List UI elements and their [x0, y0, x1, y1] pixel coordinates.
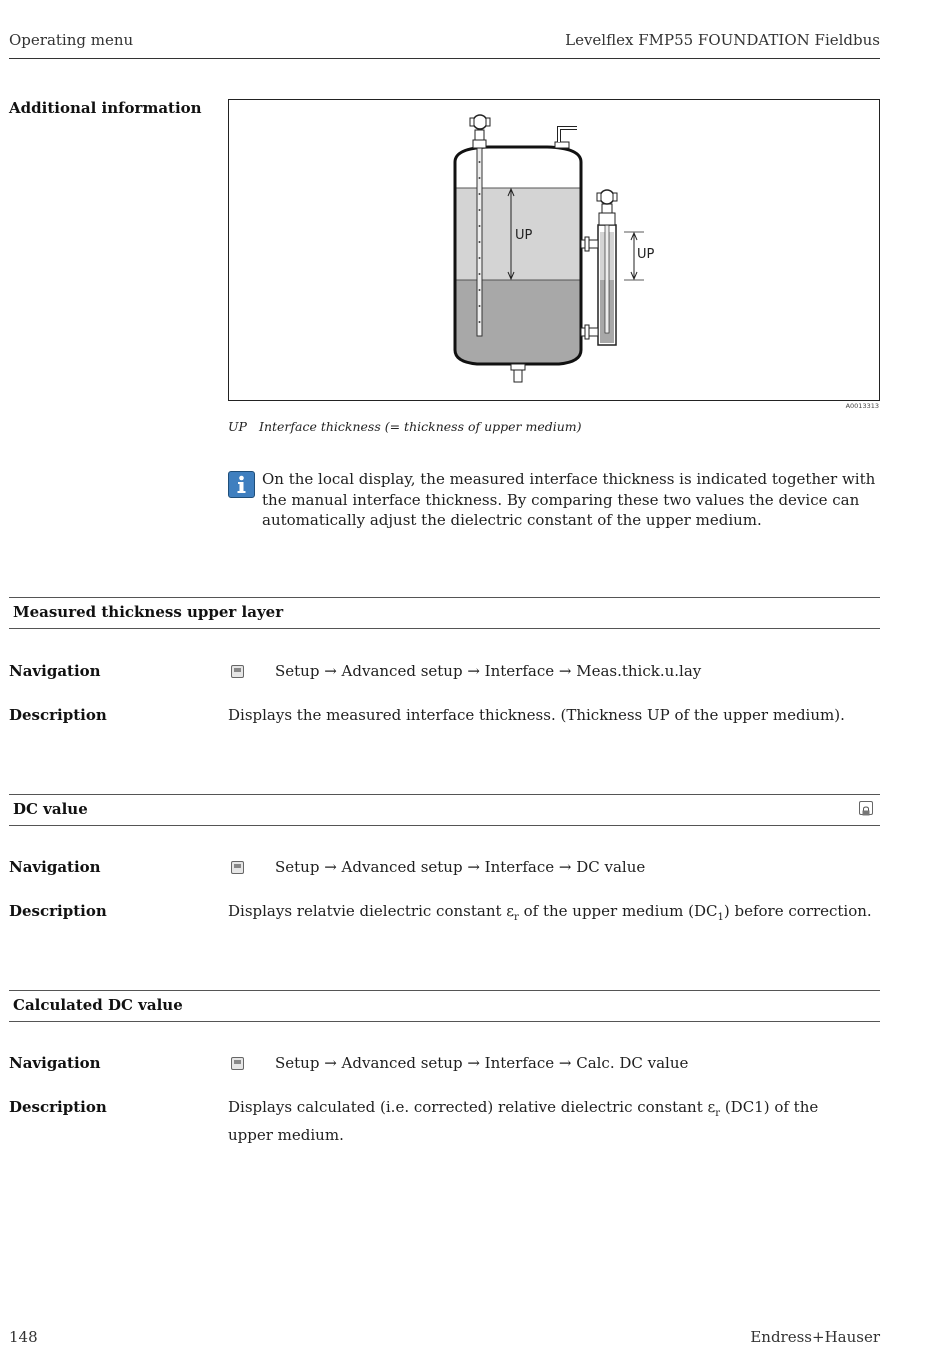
additional-info-label: Additional information [9, 99, 202, 117]
desc-part: of the upper medium (DC [518, 902, 718, 920]
lock-icon [859, 801, 873, 815]
display-icon [231, 861, 244, 874]
description-text: Displays the measured interface thickness. (Thickness UP of the upper medium). [228, 706, 845, 724]
tank-diagram-svg [229, 100, 879, 400]
section-measured-thickness-upper-layer [9, 597, 880, 629]
bypass-up-label: UP [637, 247, 655, 262]
description-label: Description [9, 902, 107, 920]
page-number: 148 [9, 1328, 38, 1346]
description-text [228, 1097, 828, 1145]
display-icon [231, 1057, 244, 1070]
interface-diagram [228, 99, 880, 401]
info-icon [228, 471, 255, 498]
navigation-label: Navigation [9, 662, 101, 680]
desc-part: Displays calculated (i.e. corrected) relative dielectric constant ε [228, 1098, 716, 1116]
section-calculated-dc-value [9, 990, 880, 1022]
running-header-left: Operating menu [9, 31, 134, 49]
section-title: Calculated DC value [13, 996, 183, 1014]
section-dc-value [9, 794, 880, 826]
figure-code: A0013313 [845, 402, 879, 410]
description-text [228, 901, 880, 929]
subscript-r: r [514, 912, 519, 923]
section-title: DC value [13, 800, 88, 818]
figure-caption [228, 419, 582, 434]
info-note: On the local display, the measured interface thickness is indicated together with the manual interface thickness. By comparing these two values the device can automatically adjust the dielectric constant of the upper medium. [262, 470, 876, 529]
subscript-1: 1 [717, 912, 724, 923]
subscript-r: r [715, 1108, 721, 1119]
display-icon [231, 665, 244, 678]
brand-name: Endress+Hauser [750, 1328, 880, 1346]
caption-text: Interface thickness (= thickness of upper medium) [259, 419, 582, 434]
tank-up-label: UP [515, 228, 533, 243]
caption-key: UP [228, 419, 247, 434]
navigation-path: Setup → Advanced setup → Interface → Meas.thick.u.lay [275, 662, 702, 680]
description-label: Description [9, 1098, 107, 1116]
navigation-path: Setup → Advanced setup → Interface → DC value [275, 858, 646, 876]
header-divider [9, 58, 880, 59]
desc-part: (DC1) of the upper medium. [228, 1098, 819, 1144]
running-header-right: Levelflex FMP55 FOUNDATION Fieldbus [565, 31, 880, 49]
desc-part: ) before correction. [723, 902, 872, 920]
section-title: Measured thickness upper layer [13, 603, 284, 621]
description-label: Description [9, 706, 107, 724]
navigation-label: Navigation [9, 1054, 101, 1072]
navigation-label: Navigation [9, 858, 101, 876]
desc-part: Displays relatvie dielectric constant ε [228, 902, 515, 920]
navigation-path: Setup → Advanced setup → Interface → Calc. DC value [275, 1054, 689, 1072]
